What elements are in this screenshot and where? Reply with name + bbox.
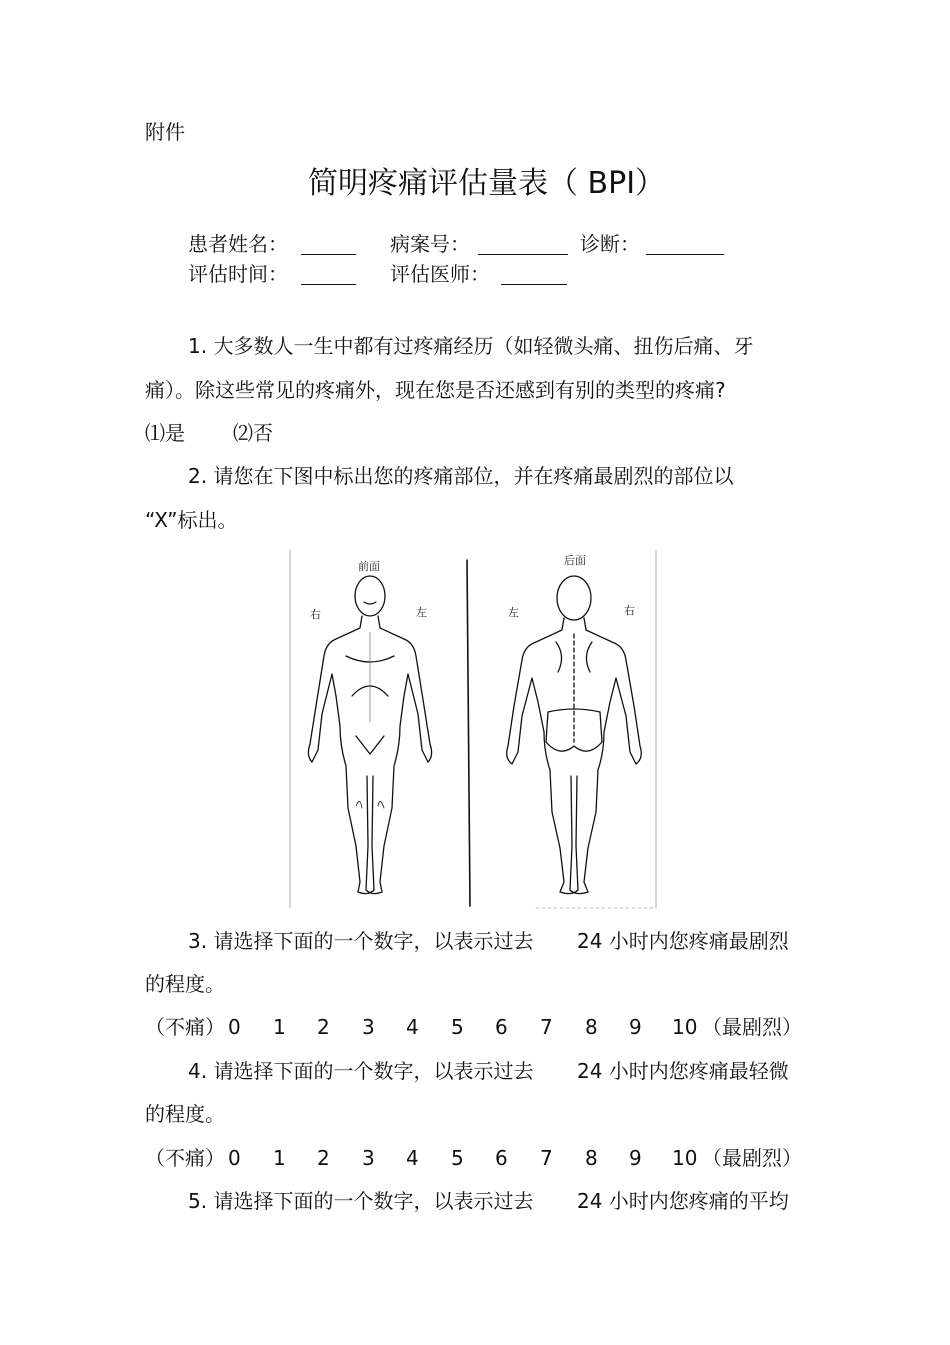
- front-right-label: 右: [310, 608, 321, 621]
- front-label: 前面: [358, 560, 380, 573]
- page-title: 简明疼痛评估量表（ BPI）: [308, 166, 666, 201]
- q4-scale-7[interactable]: 7: [540, 1146, 553, 1170]
- q5-line1a: 5. 请选择下面的一个数字，以表示过去: [188, 1189, 534, 1213]
- q3-scale-6[interactable]: 6: [495, 1015, 508, 1039]
- q3-scale-0[interactable]: 0: [228, 1015, 241, 1039]
- q2-line1: 2. 请您在下图中标出您的疼痛部位，并在疼痛最剧烈的部位以: [188, 464, 734, 488]
- back-right-label: 右: [624, 604, 635, 617]
- patient-name-label: 患者姓名：: [188, 232, 288, 256]
- q4-scale-8[interactable]: 8: [585, 1146, 598, 1170]
- diagnosis-field[interactable]: [646, 236, 724, 255]
- q4-scale-0[interactable]: 0: [228, 1146, 241, 1170]
- record-no-field[interactable]: [478, 236, 568, 255]
- q4-scale-9[interactable]: 9: [629, 1146, 642, 1170]
- q4-scale-left-label: （不痛）: [145, 1146, 225, 1170]
- q3-scale-right-label: （最剧烈）: [702, 1015, 802, 1039]
- q2-line2: “X”标出。: [145, 508, 238, 532]
- eval-time-field[interactable]: [301, 266, 356, 285]
- back-body-figure[interactable]: [507, 576, 642, 894]
- eval-time-label: 评估时间：: [188, 262, 288, 286]
- q4-scale-1[interactable]: 1: [273, 1146, 286, 1170]
- q1-line1: 1. 大多数人一生中都有过疼痛经历（如轻微头痛、扭伤后痛、牙: [188, 334, 754, 358]
- q3-line2: 的程度。: [145, 972, 225, 996]
- q4-line1a: 4. 请选择下面的一个数字，以表示过去: [188, 1059, 534, 1083]
- q5-line1b: 24 小时内您疼痛的平均: [577, 1189, 789, 1213]
- diagnosis-label: 诊断：: [580, 232, 640, 256]
- evaluator-field[interactable]: [501, 266, 567, 285]
- q4-scale-right-label: （最剧烈）: [702, 1146, 802, 1170]
- q3-pain-scale: [145, 1015, 225, 1039]
- q3-scale-2[interactable]: 2: [317, 1015, 330, 1039]
- back-label: 后面: [564, 554, 586, 567]
- attachment-label: 附件: [145, 120, 185, 144]
- q3-scale-9[interactable]: 9: [629, 1015, 642, 1039]
- q3-line1a: 3. 请选择下面的一个数字，以表示过去: [188, 929, 534, 953]
- patient-name-field[interactable]: [301, 236, 356, 255]
- q1-option-no[interactable]: ⑵否: [233, 421, 273, 445]
- q4-scale-3[interactable]: 3: [362, 1146, 375, 1170]
- front-left-label: 左: [416, 606, 427, 619]
- evaluator-label: 评估医师：: [390, 262, 490, 286]
- q4-line1b: 24 小时内您疼痛最轻微: [577, 1059, 789, 1083]
- front-body-figure[interactable]: [308, 576, 431, 894]
- q3-scale-10[interactable]: 10: [672, 1015, 698, 1039]
- scale-left-label: （不痛）: [145, 1015, 225, 1039]
- q3-scale-3[interactable]: 3: [362, 1015, 375, 1039]
- q4-scale-4[interactable]: 4: [406, 1146, 419, 1170]
- q4-scale-5[interactable]: 5: [451, 1146, 464, 1170]
- q4-scale-2[interactable]: 2: [317, 1146, 330, 1170]
- q1-line2: 痛）。除这些常见的疼痛外，现在您是否还感到有别的类型的疼痛?: [145, 378, 726, 402]
- q1-option-yes[interactable]: ⑴是: [145, 421, 185, 445]
- q4-scale-6[interactable]: 6: [495, 1146, 508, 1170]
- q3-scale-7[interactable]: 7: [540, 1015, 553, 1039]
- q3-scale-5[interactable]: 5: [451, 1015, 464, 1039]
- q3-scale-4[interactable]: 4: [406, 1015, 419, 1039]
- record-no-label: 病案号：: [390, 232, 470, 256]
- q3-scale-8[interactable]: 8: [585, 1015, 598, 1039]
- body-diagram[interactable]: [286, 546, 664, 912]
- q3-line1b: 24 小时内您疼痛最剧烈: [577, 929, 789, 953]
- q4-line2: 的程度。: [145, 1102, 225, 1126]
- q4-scale-10[interactable]: 10: [672, 1146, 698, 1170]
- back-left-label: 左: [508, 606, 519, 619]
- q3-scale-1[interactable]: 1: [273, 1015, 286, 1039]
